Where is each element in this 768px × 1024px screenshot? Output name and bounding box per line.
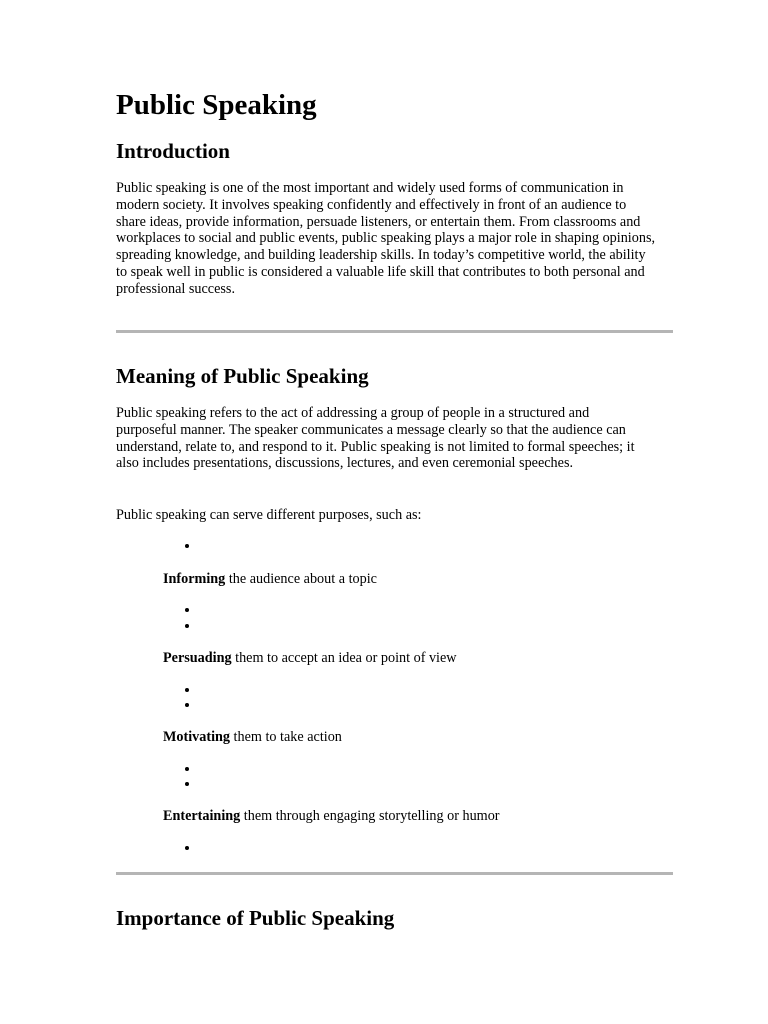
purpose-term: Entertaining xyxy=(163,808,241,824)
list-bullet xyxy=(185,688,189,692)
list-bullet xyxy=(185,782,189,786)
importance-heading: Importance of Public Speaking xyxy=(116,906,395,930)
purpose-term: Informing xyxy=(163,571,226,587)
list-bullet xyxy=(185,544,189,548)
list-bullet xyxy=(185,846,189,850)
list-bullet xyxy=(185,767,189,771)
meaning-heading: Meaning of Public Speaking xyxy=(116,364,369,388)
list-bullet xyxy=(185,703,189,707)
purpose-description: them to accept an idea or point of view xyxy=(235,650,457,666)
purpose-term: Motivating xyxy=(163,729,230,745)
list-item xyxy=(163,571,377,588)
section-divider xyxy=(116,872,673,875)
introduction-heading: Introduction xyxy=(116,139,230,163)
list-item xyxy=(163,729,342,746)
purposes-intro: Public speaking can serve different purposes, such as: xyxy=(116,507,422,523)
section-divider xyxy=(116,330,673,333)
purpose-description: them through engaging storytelling or humor xyxy=(243,808,500,824)
list-item xyxy=(163,650,457,667)
purpose-description: them to take action xyxy=(233,729,342,745)
purpose-term: Persuading xyxy=(163,650,232,666)
list-item xyxy=(163,808,500,825)
page-title: Public Speaking xyxy=(116,89,317,121)
introduction-paragraph: Public speaking is one of the most important and widely used forms of communication in modern society. It involves speaking confidently and effectively in front of an audience to share ideas, provide information, persuade listeners, or entertain them. From classrooms and workplaces to social and public events, public speaking plays a major role in shaping opinions, spreading knowledge, and building leadership skills. In today’s competitive world, the ability to speak well in public is considered a valuable life skill that contributes to both personal and professional success. xyxy=(116,180,656,297)
list-bullet xyxy=(185,624,189,628)
meaning-paragraph: Public speaking refers to the act of addressing a group of people in a structured and purposeful manner. The speaker communicates a message clearly so that the audience can understand, relate to, and respond to it. Public speaking is not limited to formal speeches; it also includes presentations, discussions, lectures, and even ceremonial speeches. xyxy=(116,405,635,472)
list-bullet xyxy=(185,608,189,612)
purpose-description: the audience about a topic xyxy=(228,571,377,587)
